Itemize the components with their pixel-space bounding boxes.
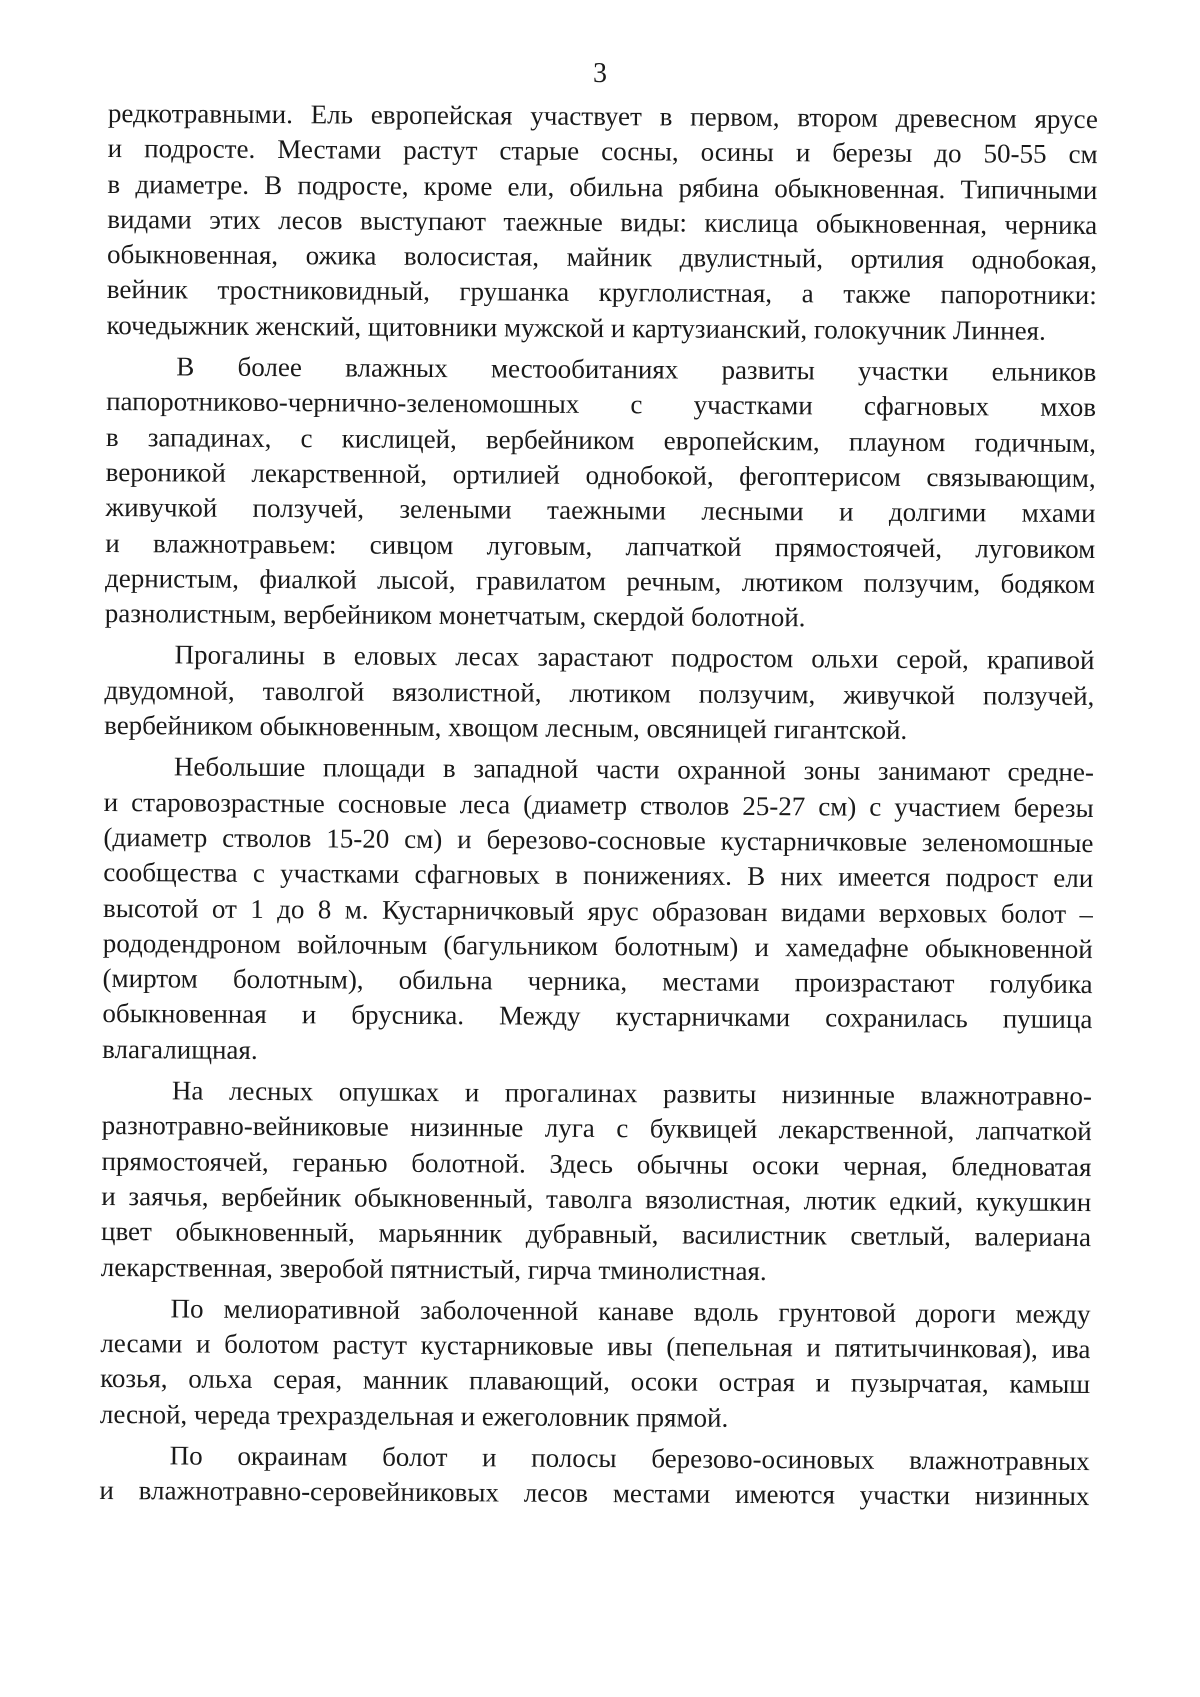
text-line: сообщества с участками сфагновых в понижениях. В них имеется подрост ели [103, 857, 1094, 894]
text-line: и влажнотравьем: сивцом луговым, лапчаткой прямостоячей, луговиком [105, 527, 1096, 564]
text-line: живучкой ползучей, зелеными таежными лесными и долгими мхами [105, 492, 1096, 529]
text-line: прямостоячей, геранью болотной. Здесь обычны осоки черная, бледноватая [101, 1145, 1092, 1182]
text-line: кочедыжник женский, щитовники мужской и картузианский, голокучник Линнея. [106, 309, 1046, 346]
page-number: 3 [593, 58, 607, 89]
text-line: двудомной, таволгой вязолистной, лютиком ползучим, живучкой ползучей, [104, 674, 1095, 711]
text-line: рододендроном войлочным (багульником болотным) и хамедафне обыкновенной [102, 927, 1093, 964]
text-line: разнотравно-вейниковые низинные луга с буквицей лекарственной, лапчаткой [101, 1110, 1092, 1147]
text-line: Прогалины в еловых лесах зарастают подростом ольхи серой, крапивой [174, 639, 1095, 676]
paragraph [105, 349, 1097, 637]
paragraph [100, 1291, 1091, 1438]
text-line: По окраинам болот и полосы березово-осиновых влажнотравных [169, 1440, 1090, 1477]
text-line: (миртом болотным), обильна черника, местами произрастают голубика [102, 963, 1093, 1000]
text-line: вербейником обыкновенным, хвощом лесным, овсяницей гигантской. [104, 710, 908, 745]
text-line: На лесных опушках и прогалинах развиты низинные влажнотравно- [171, 1075, 1093, 1112]
text-line: видами этих лесов выступают таежные виды: кислица обыкновенная, черника [107, 203, 1098, 240]
text-line: редкотравными. Ель европейская участвует в первом, втором древесном ярусе [107, 97, 1098, 135]
text-line: и влажнотравно-серовейниковых лесов местами имеются участки низинных [99, 1475, 1090, 1512]
text-line: лекарственная, зверобой пятнистый, гирча тминолистная. [100, 1251, 767, 1286]
text-line: цвет обыкновенный, марьянник дубравный, василистник светлый, валериана [100, 1216, 1092, 1253]
text-line: козья, ольха серая, манник плавающий, осоки острая и пузырчатая, камыш [100, 1363, 1091, 1400]
paragraph [104, 637, 1095, 749]
text-line: Небольшие площади в западной части охранной зоны занимают средне- [173, 751, 1094, 788]
text-line: в диаметре. В подросте, кроме ели, обильна рябина обыкновенная. Типичными [107, 168, 1098, 205]
text-line: и старовозрастные сосновые леса (диаметр стволов 25-27 см) с участием березы [103, 786, 1094, 823]
text-line: в западинах, с кислицей, вербейником европейским, плауном годичным, [105, 421, 1096, 458]
text-line: высотой от 1 до 8 м. Кустарничковый ярус образован видами верховых болот – [102, 892, 1094, 929]
text-line: (диаметр стволов 15-20 см) и березово-сосновые кустарничковые зеленомошные [103, 821, 1094, 858]
text-line: разнолистным, вербейником монетчатым, скердой болотной. [104, 598, 806, 633]
text-line: и заячья, вербейник обыкновенный, таволга вязолистная, лютик едкий, кукушкин [101, 1180, 1092, 1217]
paragraph [101, 1073, 1092, 1291]
text-line: и подросте. Местами растут старые сосны, осины и березы до 50-55 см [107, 133, 1098, 170]
text-line: обыкновенная и брусника. Между кустарничками сохранилась пушица [102, 998, 1093, 1035]
paragraph [99, 1438, 1089, 1515]
text-line: лесной, череда трехраздельная и ежеголовник прямой. [99, 1398, 729, 1433]
text-line: обыкновенная, ожика волосистая, майник двулистный, ортилия однобокая, [106, 239, 1098, 276]
paragraph [106, 96, 1097, 349]
text-line: лесами и болотом растут кустарниковые ивы (пепельная и пятитычинковая), ива [100, 1328, 1091, 1365]
text-line: вероникой лекарственной, ортилией однобокой, фегоптерисом связывающим, [105, 456, 1096, 494]
text-line: влагалищная. [102, 1033, 258, 1065]
text-line: дернистым, фиалкой лысой, гравилатом речным, лютиком ползучим, бодяком [104, 562, 1096, 599]
text-line: папоротниково-чернично-зеленомошных с участками сфагновых мхов [106, 386, 1097, 423]
paragraph [102, 749, 1094, 1073]
text-line: По мелиоративной заболоченной канаве вдоль грунтовой дороги между [170, 1293, 1091, 1329]
text-line: В более влажных местообитаниях развиты участки ельников [176, 351, 1097, 388]
document-body [99, 96, 1098, 1515]
text-line: вейник тростниковидный, грушанка круглолистная, а также папоротники: [106, 274, 1097, 311]
